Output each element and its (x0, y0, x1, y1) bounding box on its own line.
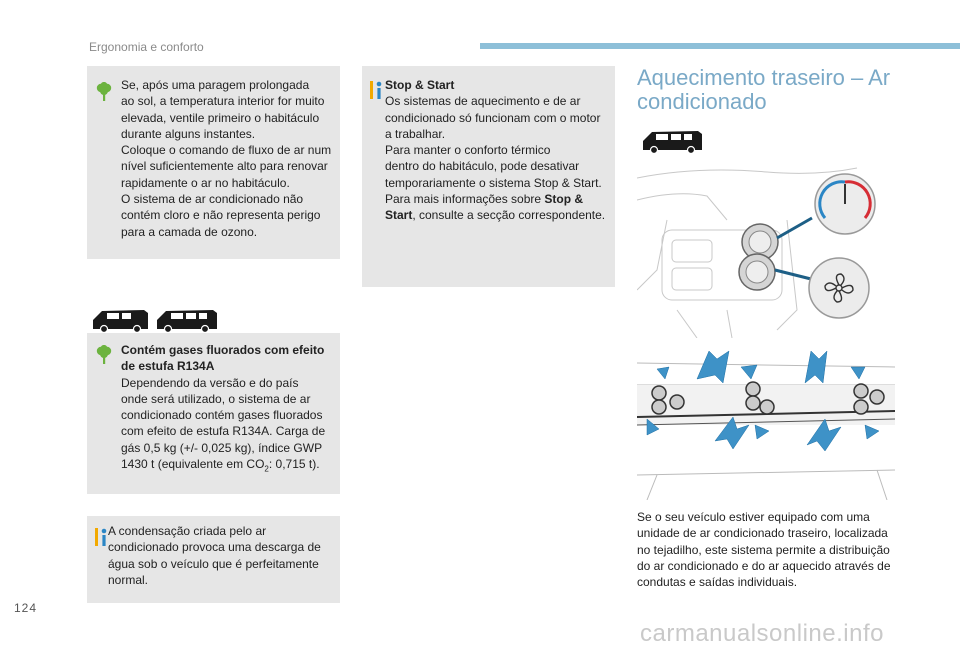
text-line: Start, consulte a secção correspondente. (385, 208, 606, 223)
text-line: gás 0,5 kg (+/- 0,025 kg), índice GWP (121, 440, 323, 455)
text-line: onde será utilizado, o sistema de ar (121, 391, 311, 406)
text-line: normal. (108, 572, 149, 587)
van-icon-long (157, 310, 217, 333)
text-line: Para mais informações sobre Stop & (385, 192, 584, 207)
text-line: para a camada de ozono. (121, 224, 258, 239)
stop-start-reference: Start (385, 208, 413, 223)
info-icon (370, 81, 386, 101)
watermark: carmanualsonline.info (640, 620, 884, 647)
header-accent-bar (480, 43, 960, 49)
page-number: 124 (14, 601, 38, 615)
temperature-dial-icon (815, 174, 875, 234)
text-line: dentro do habitáculo, pode desativar (385, 159, 580, 174)
text-line: elevada, ventile primeiro o habitáculo (121, 110, 320, 125)
tip-box-ventilation (87, 66, 340, 259)
text-line: do ar condicionado e do ar aquecido através de (637, 558, 891, 573)
fan-dial-icon (809, 258, 869, 318)
fan-knob (739, 254, 775, 290)
text-line: Se o seu veículo estiver equipado com uma (637, 510, 870, 524)
info-box-stop-start (362, 66, 615, 287)
text-line: nível suficientemente alto para renovar (121, 159, 328, 174)
van-versions-icon (89, 305, 219, 335)
tip-box-fluorinated-gases (87, 333, 340, 494)
text-line: 1430 t (equivalente em $CO_2$: 0,715 t). (121, 457, 320, 474)
section-title: Aquecimento traseiro – Ar condicionado (637, 65, 891, 114)
rear-controls-illustration (637, 160, 895, 338)
rear-ac-description (637, 509, 899, 590)
text-line: condicionado só funcionam com o motor (385, 110, 601, 125)
fluorinated-gases-title: Contém gases fluorados com efeito (121, 343, 325, 357)
text-line: Coloque o comando de fluxo de ar num (121, 143, 332, 158)
stop-start-reference: Stop & (544, 192, 584, 207)
text-line: rapidamente o ar no habitáculo. (121, 175, 290, 190)
text-line: Os sistemas de aquecimento e de ar (385, 94, 581, 109)
van-icon-short (93, 310, 148, 333)
text-line: Se, após uma paragem prolongada (121, 78, 310, 92)
text-line: O sistema de ar condicionado não (121, 192, 304, 207)
text-line: durante alguns instantes. (121, 126, 256, 141)
stop-start-title: Stop & Start (385, 78, 455, 92)
text-line: a trabalhar. (385, 126, 446, 141)
fluorinated-gases-title: de estufa R134A (121, 359, 215, 374)
tree-icon (96, 82, 112, 102)
text-line: Dependendo da versão e do país (121, 375, 299, 390)
text-line: com efeito de estufa R134A. Carga de (121, 424, 326, 439)
text-line: Para manter o conforto térmico (385, 143, 551, 158)
text-line: unidade de ar condicionado traseiro, localizada (637, 526, 888, 541)
text-line: condutas e saídas individuais. (637, 575, 798, 590)
roof-vents-illustration (637, 345, 895, 500)
text-line: condicionado provoca uma descarga de (108, 540, 321, 555)
text-line: água sob o veículo que é perfeitamente (108, 556, 319, 571)
text-line: ao sol, a temperatura interior for muito (121, 94, 325, 109)
text-line: temporariamente o sistema Stop & Start. (385, 175, 602, 190)
van-icon-long (641, 128, 703, 156)
text-line: condicionado contém gases fluorados (121, 408, 323, 423)
text-line: A condensação criada pelo ar (108, 524, 267, 538)
section-header: Ergonomia e conforto (89, 40, 204, 54)
tree-icon (96, 345, 112, 365)
text-line: no tejadilho, este sistema permite a distribuição (637, 542, 890, 557)
text-line: contém cloro e não representa perigo (121, 208, 321, 223)
info-box-condensation (87, 516, 340, 603)
